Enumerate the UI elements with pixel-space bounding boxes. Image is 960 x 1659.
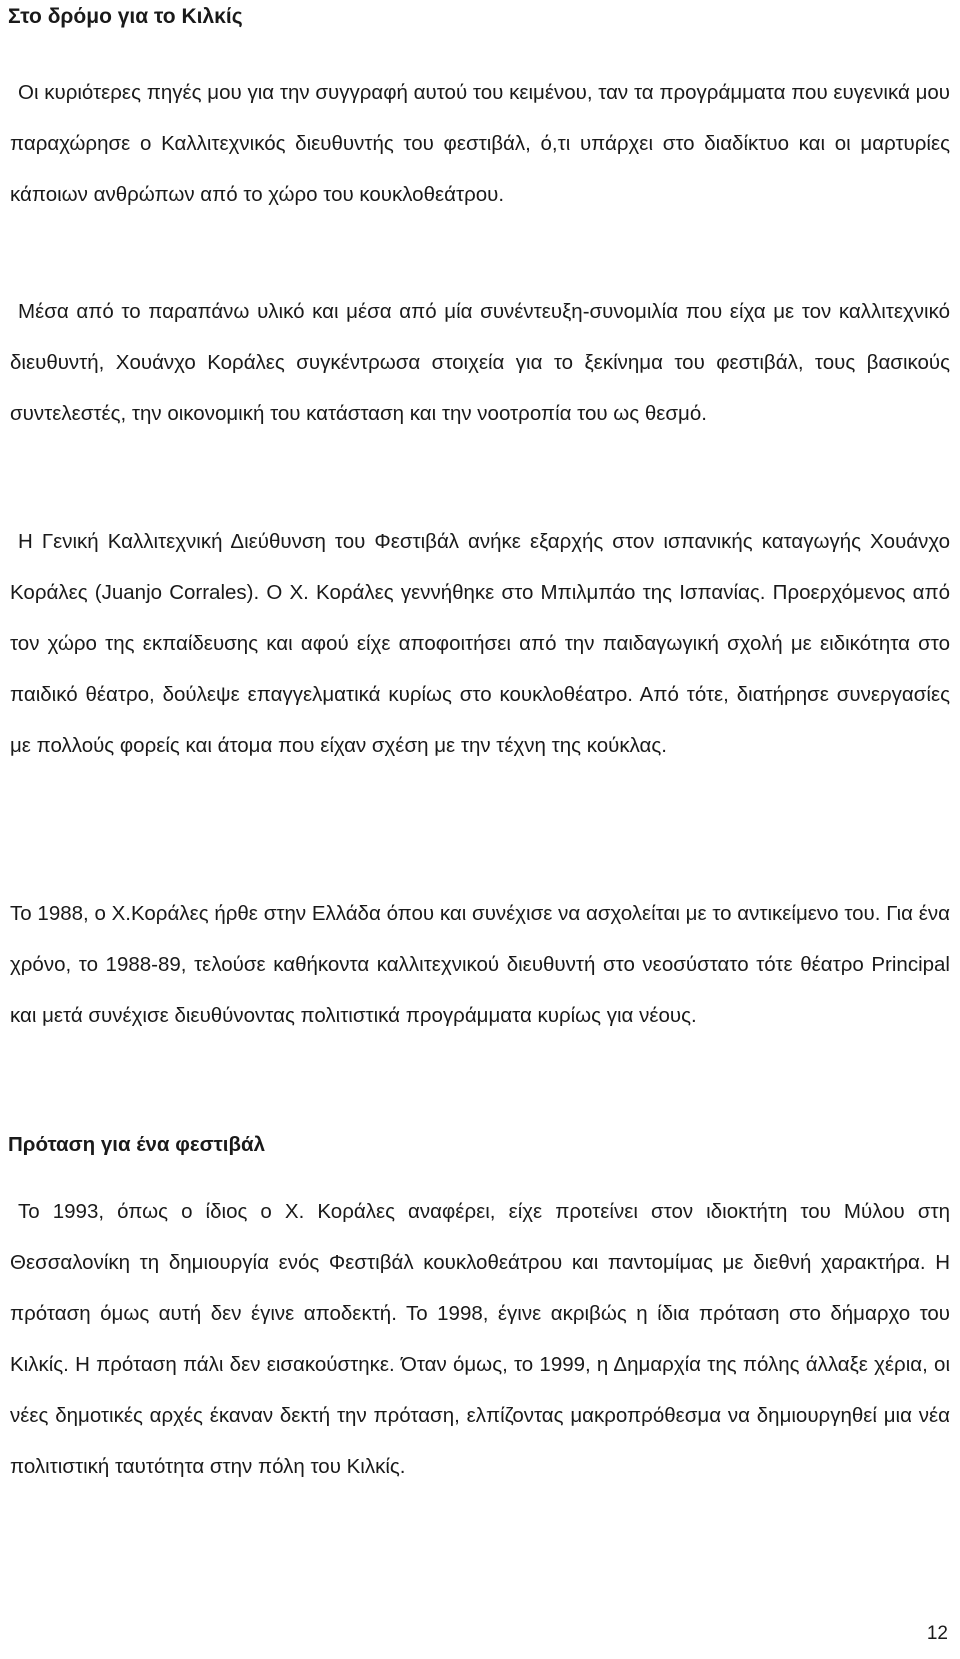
paragraph-artistic-direction: Η Γενική Καλλιτεχνική Διεύθυνση του Φεστιβάλ ανήκε εξαρχής στον ισπανικής καταγωγής Χουάνχο Κοράλες (Juanjo Corrales). Ο Χ. Κοράλες γεννήθηκε στο Μπιλμπάο της Ισπανίας. Προερχόμενος από τον χώρο της εκπαίδευσης και αφού είχε αποφοιτήσει από την παιδαγωγική σχολή με ειδικότητα στο παιδικό θέατρο, δούλεψε επαγγελματικά κυρίως στο κουκλοθέατρο. Από τότε, διατήρησε συνεργασίες με πολλούς φορείς και άτομα που είχαν σχέση με την τέχνη της κούκλας. [10,530,950,757]
section-heading: Πρόταση για ένα φεστιβάλ [8,1133,265,1156]
paragraph-sources: Οι κυριότερες πηγές μου για την συγγραφή αυτού του κειμένου, ταν τα προγράμματα που ευγενικά μου παραχώρησε ο Καλλιτεχνικός διευθυντής του φεστιβάλ, ό,τι υπάρχει στο διαδίκτυο και οι μαρτυρίες κάποιων ανθρώπων από το χώρο του κουκλοθεάτρου. [10,81,950,206]
page-number: 12 [926,1623,948,1644]
document-title: Στο δρόμο για το Κιλκίς [8,5,243,28]
paragraph-proposal: Το 1993, όπως ο ίδιος ο Χ. Κοράλες αναφέρει, είχε προτείνει στον ιδιοκτήτη του Μύλου στη Θεσσαλονίκη τη δημιουργία ενός Φεστιβάλ κουκλοθεάτρου και παντομίμας με διεθνή χαρακτήρα. Η πρόταση όμως αυτή δεν έγινε αποδεκτή. Το 1998, έγινε ακριβώς η ίδια πρόταση στο δήμαρχο του Κιλκίς. Η πρόταση πάλι δεν εισακούστηκε. Όταν όμως, το 1999, η Δημαρχία της πόλης άλλαξε χέρια, οι νέες δημοτικές αρχές έκαναν δεκτή την πρόταση, ελπίζοντας μακροπρόθεσμα να δημιουργηθεί μια νέα πολιτιστική ταυτότητα στην πόλη του Κιλκίς. [10,1200,950,1478]
paragraph-1988: Το 1988, ο Χ.Κοράλες ήρθε στην Ελλάδα όπου και συνέχισε να ασχολείται με το αντικείμενο του. Για ένα χρόνο, το 1988-89, τελούσε καθήκοντα καλλιτεχνικού διευθυντή στο νεοσύστατο τότε θέατρο Principal και μετά συνέχισε διευθύνοντας πολιτιστικά προγράμματα κυρίως για νέους. [10,902,950,1027]
paragraph-interview: Μέσα από το παραπάνω υλικό και μέσα από μία συνέντευξη-συνομιλία που είχα με τον καλλιτεχνικό διευθυντή, Χουάνχο Κοράλες συγκέντρωσα στοιχεία για το ξεκίνημα του φεστιβάλ, τους βασικούς συντελεστές, την οικονομική του κατάσταση και την νοοτροπία του ως θεσμό. [10,300,950,425]
